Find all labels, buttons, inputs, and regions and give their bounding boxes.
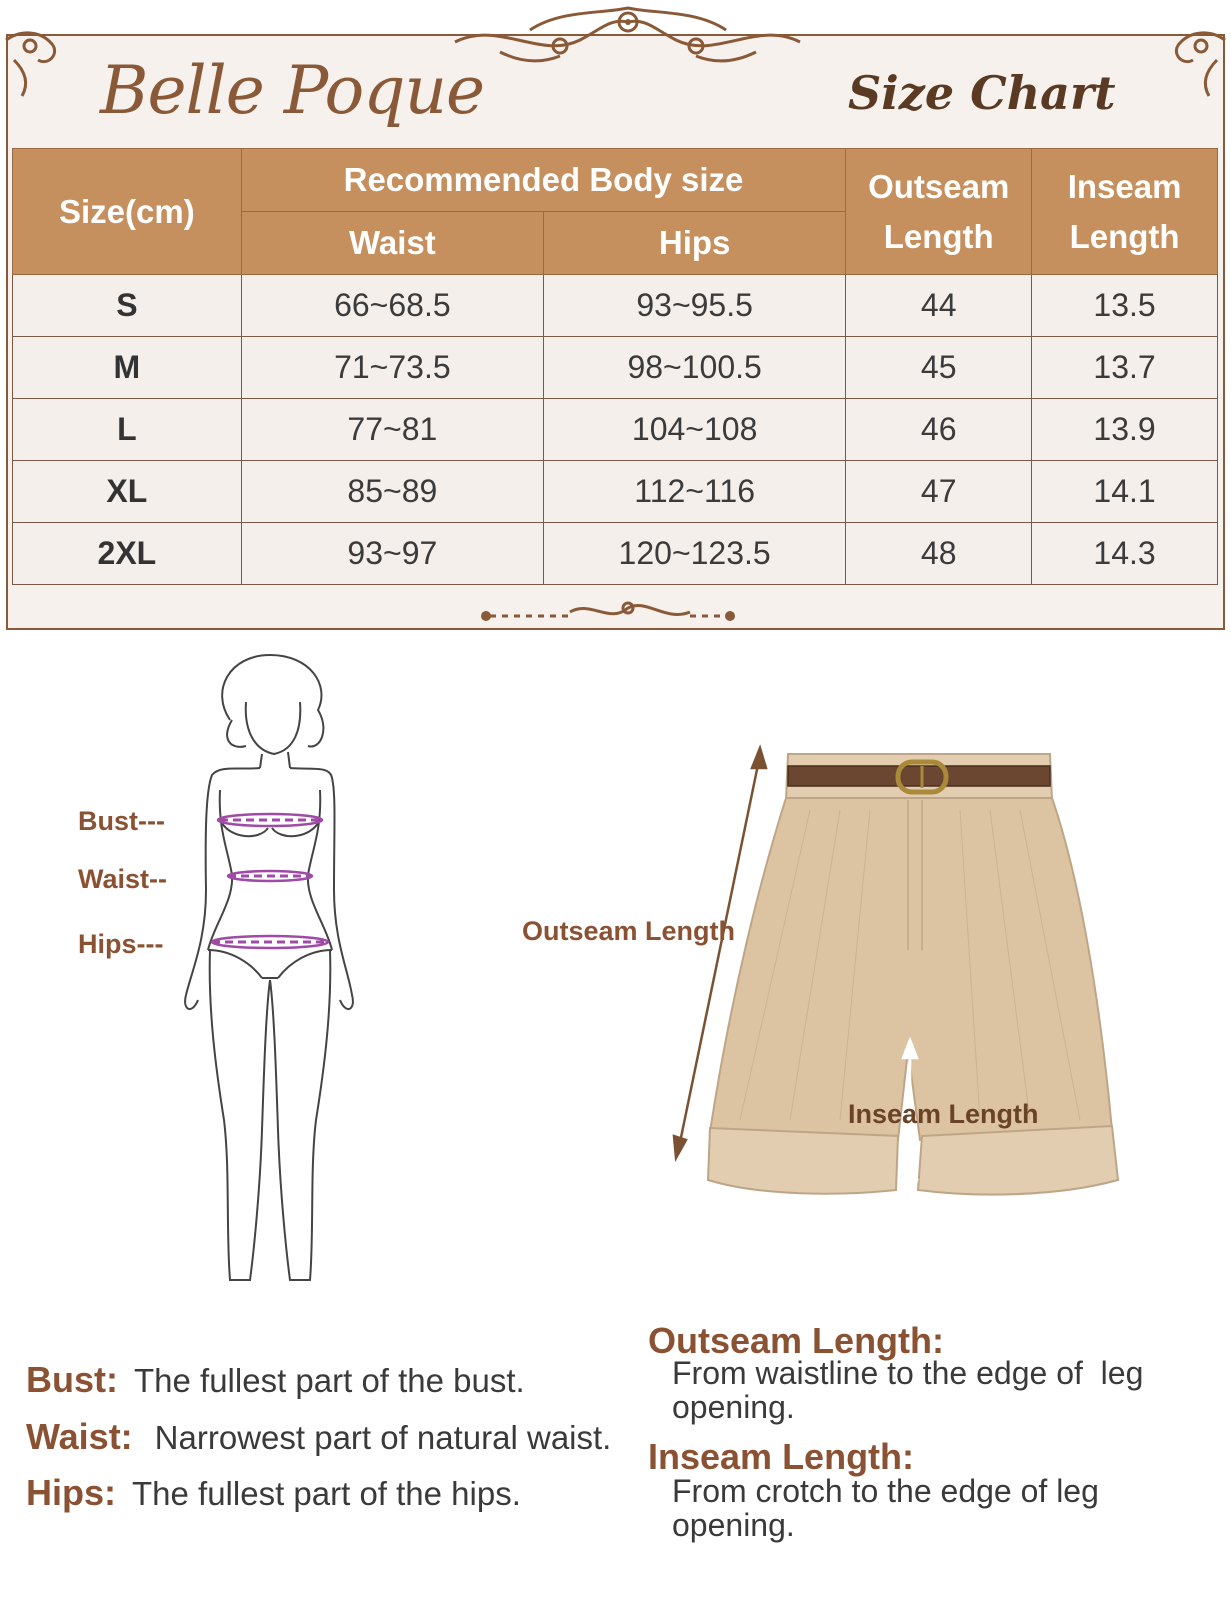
bust-definition — [26, 1359, 525, 1401]
hips-text: The fullest part of the hips. — [132, 1475, 521, 1512]
outseam-text-line1: From waistline to the edge of leg — [672, 1355, 1144, 1391]
waist-definition — [26, 1416, 611, 1458]
outseam-column-header — [846, 149, 1032, 275]
waist-term: Waist: — [26, 1416, 133, 1457]
outseam-header-line2: Length — [883, 217, 994, 255]
outseam-text-line2: opening. — [672, 1389, 795, 1425]
hips-label: Hips--- — [78, 929, 164, 959]
outseam-term: Outseam Length: — [648, 1320, 945, 1361]
inseam-text — [672, 1474, 1099, 1542]
waist-cell: 66~68.5 — [241, 275, 543, 337]
hips-cell: 93~95.5 — [544, 275, 846, 337]
page-title: Size Chart — [848, 66, 1116, 120]
outseam-header-line1: Outseam — [868, 167, 1010, 205]
size-column-header: Size(cm) — [13, 149, 242, 275]
hips-cell: 112~116 — [544, 461, 846, 523]
waist-label: Waist-- — [78, 864, 167, 894]
outseam-text — [672, 1356, 1143, 1424]
shorts-illustration — [660, 740, 1140, 1220]
waist-cell: 77~81 — [241, 399, 543, 461]
inseam-cell: 14.3 — [1032, 523, 1218, 585]
table-row — [13, 461, 1218, 523]
hips-term: Hips: — [26, 1472, 116, 1513]
inseam-cell: 13.9 — [1032, 399, 1218, 461]
outseam-cell: 47 — [846, 461, 1032, 523]
waist-cell: 71~73.5 — [241, 337, 543, 399]
size-cell: XL — [13, 461, 242, 523]
bust-text: The fullest part of the bust. — [134, 1362, 525, 1399]
inseam-cell: 13.5 — [1032, 275, 1218, 337]
outseam-cell: 46 — [846, 399, 1032, 461]
size-table — [12, 148, 1218, 585]
size-cell: M — [13, 337, 242, 399]
inseam-term: Inseam Length: — [648, 1436, 915, 1477]
outseam-cell: 44 — [846, 275, 1032, 337]
body-size-group-header: Recommended Body size — [241, 149, 846, 212]
outseam-figure-label: Outseam Length — [522, 916, 736, 946]
waist-cell: 93~97 — [241, 523, 543, 585]
inseam-text-line1: From crotch to the edge of leg — [672, 1473, 1099, 1509]
table-row — [13, 275, 1218, 337]
size-cell: S — [13, 275, 242, 337]
inseam-cell: 13.7 — [1032, 337, 1218, 399]
bust-term: Bust: — [26, 1359, 118, 1400]
inseam-column-header — [1032, 149, 1218, 275]
table-row — [13, 337, 1218, 399]
size-cell: 2XL — [13, 523, 242, 585]
hips-cell: 120~123.5 — [544, 523, 846, 585]
waist-column-header: Waist — [241, 212, 543, 275]
inseam-header-line2: Length — [1069, 217, 1180, 255]
table-row — [13, 399, 1218, 461]
hips-cell: 104~108 — [544, 399, 846, 461]
inseam-text-line2: opening. — [672, 1507, 795, 1543]
waist-text: Narrowest part of natural waist. — [154, 1419, 612, 1456]
hips-column-header: Hips — [544, 212, 846, 275]
hips-definition — [26, 1472, 521, 1514]
waist-cell: 85~89 — [241, 461, 543, 523]
outseam-cell: 45 — [846, 337, 1032, 399]
hips-cell: 98~100.5 — [544, 337, 846, 399]
brand-logo: Belle Poque — [100, 52, 485, 129]
body-measurement-illustration — [170, 650, 370, 1310]
inseam-figure-label: Inseam Length — [848, 1099, 1039, 1129]
inseam-header-line1: Inseam — [1067, 167, 1182, 205]
table-row — [13, 523, 1218, 585]
size-cell: L — [13, 399, 242, 461]
inseam-cell: 14.1 — [1032, 461, 1218, 523]
outseam-cell: 48 — [846, 523, 1032, 585]
bust-label: Bust--- — [78, 806, 165, 836]
